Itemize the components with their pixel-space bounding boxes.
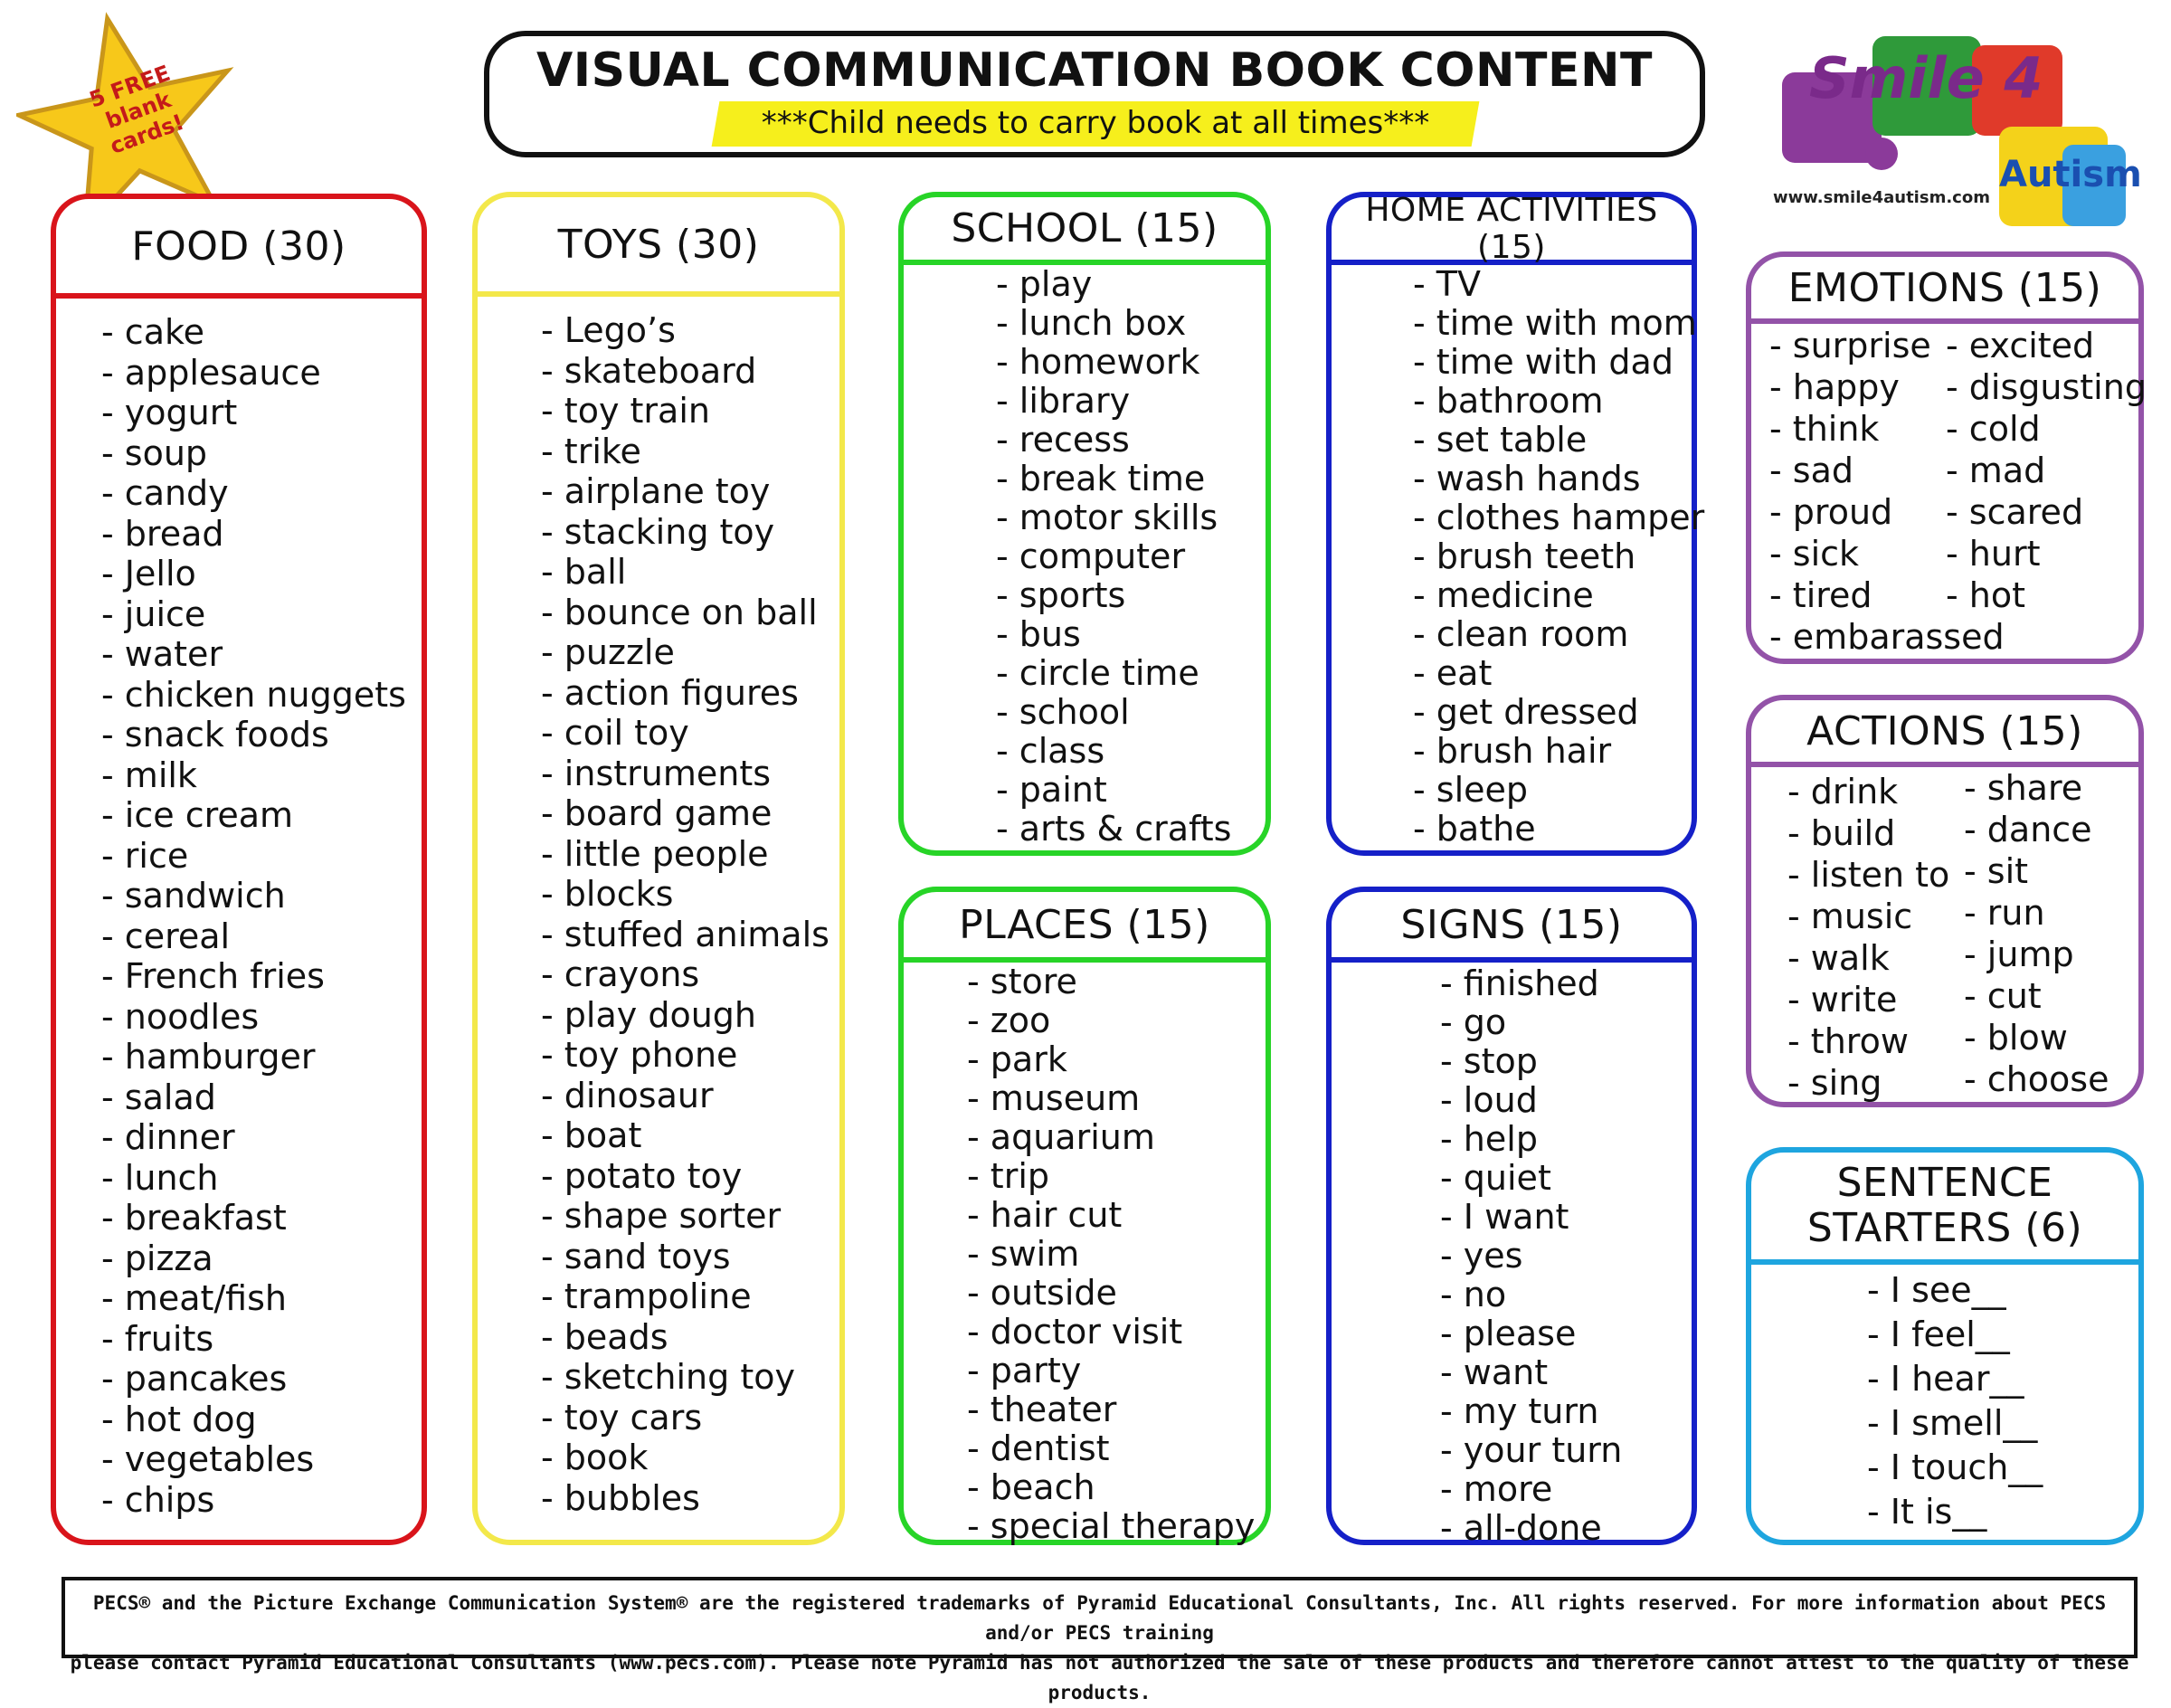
food-item: - French fries xyxy=(101,956,406,997)
sentence-starter-item: - I feel__ xyxy=(1867,1313,2043,1357)
food-item: - vegetables xyxy=(101,1439,406,1480)
toy-item: - trike xyxy=(541,432,830,472)
place-item: - special therapy xyxy=(967,1507,1255,1546)
emotion-item: - surprise xyxy=(1769,325,2005,366)
sentence-title-line2: STARTERS (6) xyxy=(1806,1205,2083,1251)
sign-item: - want xyxy=(1440,1353,1622,1392)
places-list xyxy=(967,963,1255,1546)
place-item: - trip xyxy=(967,1157,1255,1196)
emotion-item: - cold xyxy=(1946,408,2147,450)
actions-panel xyxy=(1746,695,2144,1107)
place-item: - zoo xyxy=(967,1001,1255,1040)
toy-item: - bubbles xyxy=(541,1478,830,1519)
school-item: - motor skills xyxy=(996,498,1231,537)
sentence-starter-item: - I see__ xyxy=(1867,1268,2043,1313)
school-header xyxy=(904,197,1266,265)
food-item: - snack foods xyxy=(101,715,406,755)
food-item: - cereal xyxy=(101,916,406,957)
trademark-footer xyxy=(62,1577,2138,1703)
toy-item: - airplane toy xyxy=(541,471,830,512)
home-list xyxy=(1413,265,1704,849)
home-activity-item: - medicine xyxy=(1413,576,1704,615)
toy-item: - toy cars xyxy=(541,1398,830,1438)
actions-title: ACTIONS (15) xyxy=(1806,707,2083,754)
emotion-item: - mad xyxy=(1946,450,2147,491)
home-activity-item: - bathroom xyxy=(1413,382,1704,421)
place-item: - theater xyxy=(967,1390,1255,1429)
school-item: - lunch box xyxy=(996,304,1231,343)
place-item: - store xyxy=(967,963,1255,1001)
food-item: - sandwich xyxy=(101,876,406,916)
signs-header xyxy=(1332,892,1692,963)
school-item: - break time xyxy=(996,460,1231,498)
home-header xyxy=(1332,191,1692,266)
sign-item: - I want xyxy=(1440,1198,1622,1237)
emotions-title: EMOTIONS (15) xyxy=(1787,264,2102,311)
logo-url: www.smile4autism.com xyxy=(1773,188,1990,207)
action-item: - walk xyxy=(1787,937,1949,979)
action-item: - listen to xyxy=(1787,854,1949,896)
sign-item: - finished xyxy=(1440,964,1622,1003)
food-item: - pizza xyxy=(101,1238,406,1279)
action-item: - choose xyxy=(1964,1058,2109,1100)
title-box xyxy=(484,31,1705,157)
emotion-item: - hot xyxy=(1946,574,2147,616)
logo xyxy=(1773,18,2153,244)
toys-panel xyxy=(472,192,845,1545)
emotion-item: - excited xyxy=(1946,325,2147,366)
emotion-item: - sick xyxy=(1769,533,2005,574)
food-item: - rice xyxy=(101,836,406,877)
toy-item: - stacking toy xyxy=(541,512,830,553)
emotion-item: - disgusting xyxy=(1946,366,2147,408)
school-item: - computer xyxy=(996,537,1231,576)
logo-autism: Autism xyxy=(1999,154,2142,195)
sign-item: - please xyxy=(1440,1314,1622,1353)
school-item: - sports xyxy=(996,576,1231,615)
actions-list-right xyxy=(1964,767,2109,1100)
food-item: - breakfast xyxy=(101,1198,406,1238)
food-item: - dinner xyxy=(101,1117,406,1158)
food-item: - soup xyxy=(101,433,406,474)
food-panel xyxy=(51,194,427,1545)
place-item: - doctor visit xyxy=(967,1313,1255,1352)
toy-item: - book xyxy=(541,1438,830,1478)
school-item: - class xyxy=(996,732,1231,771)
places-header xyxy=(904,892,1266,963)
emotions-panel xyxy=(1746,251,2147,664)
action-item: - drink xyxy=(1787,771,1949,812)
footer-line-1: PECS® and the Picture Exchange Communication System® are the registered trademarks of Pyramid Educational Consultants, Inc. All rights reserved. For more information about PECS and/or PECS training xyxy=(92,1592,2107,1644)
toy-item: - dinosaur xyxy=(541,1076,830,1116)
toy-item: - sketching toy xyxy=(541,1357,830,1398)
food-item: - fruits xyxy=(101,1319,406,1360)
toy-item: - ball xyxy=(541,552,830,593)
sign-item: - loud xyxy=(1440,1081,1622,1120)
sentence-starter-item: - I hear__ xyxy=(1867,1357,2043,1401)
action-item: - run xyxy=(1964,892,2109,934)
places-panel xyxy=(898,887,1271,1545)
logo-brand: Smile 4 xyxy=(1809,45,2043,111)
home-activity-item: - brush teeth xyxy=(1413,537,1704,576)
sign-item: - your turn xyxy=(1440,1431,1622,1470)
school-item: - arts & crafts xyxy=(996,810,1231,849)
signs-list xyxy=(1440,964,1622,1548)
sign-item: - my turn xyxy=(1440,1392,1622,1431)
home-activity-item: - clothes hamper xyxy=(1413,498,1704,537)
place-item: - aquarium xyxy=(967,1118,1255,1157)
emotion-item: - embarassed xyxy=(1769,616,2005,658)
food-item: - noodles xyxy=(101,997,406,1038)
action-item: - music xyxy=(1787,896,1949,937)
toy-item: - crayons xyxy=(541,954,830,995)
school-item: - library xyxy=(996,382,1231,421)
sentence-starter-item: - I touch__ xyxy=(1867,1446,2043,1490)
sign-item: - no xyxy=(1440,1276,1622,1314)
emotions-list-right xyxy=(1946,325,2147,616)
place-item: - beach xyxy=(967,1468,1255,1507)
sentence-starter-item: - I smell__ xyxy=(1867,1401,2043,1446)
place-item: - dentist xyxy=(967,1429,1255,1468)
signs-title: SIGNS (15) xyxy=(1400,901,1623,948)
toy-item: - instruments xyxy=(541,754,830,794)
home-title: HOME ACTIVITIES (15) xyxy=(1365,191,1658,266)
toy-item: - potato toy xyxy=(541,1156,830,1197)
home-activity-item: - sleep xyxy=(1413,771,1704,810)
toys-list xyxy=(541,310,830,1518)
home-activity-item: - time with dad xyxy=(1413,343,1704,382)
home-activity-item: - bathe xyxy=(1413,810,1704,849)
food-item: - pancakes xyxy=(101,1359,406,1400)
food-list xyxy=(101,312,406,1520)
action-item: - build xyxy=(1787,812,1949,854)
actions-list-left xyxy=(1787,771,1949,1104)
school-item: - recess xyxy=(996,421,1231,460)
school-item: - homework xyxy=(996,343,1231,382)
food-item: - bread xyxy=(101,514,406,555)
home-activity-item: - set table xyxy=(1413,421,1704,460)
toy-item: - play dough xyxy=(541,995,830,1036)
action-item: - jump xyxy=(1964,934,2109,975)
food-item: - Jello xyxy=(101,554,406,594)
toy-item: - puzzle xyxy=(541,632,830,673)
sign-item: - help xyxy=(1440,1120,1622,1159)
food-item: - lunch xyxy=(101,1158,406,1199)
food-item: - salad xyxy=(101,1077,406,1118)
toy-item: - Lego’s xyxy=(541,310,830,351)
school-item: - school xyxy=(996,693,1231,732)
sentence-starter-item: - It is__ xyxy=(1867,1490,2043,1534)
emotion-item: - happy xyxy=(1769,366,2005,408)
school-item: - circle time xyxy=(996,654,1231,693)
emotion-item: - think xyxy=(1769,408,2005,450)
badge-text: 5 FREE blank cards! xyxy=(86,60,188,159)
sign-item: - all-done xyxy=(1440,1509,1622,1548)
actions-header xyxy=(1751,700,2138,767)
food-item: - water xyxy=(101,634,406,675)
food-title: FOOD (30) xyxy=(131,223,346,270)
toy-item: - shape sorter xyxy=(541,1196,830,1237)
food-item: - meat/fish xyxy=(101,1278,406,1319)
action-item: - dance xyxy=(1964,809,2109,850)
food-item: - hamburger xyxy=(101,1037,406,1077)
food-item: - chips xyxy=(101,1480,406,1521)
action-item: - cut xyxy=(1964,975,2109,1017)
places-title: PLACES (15) xyxy=(959,901,1210,948)
sign-item: - yes xyxy=(1440,1237,1622,1276)
school-item: - play xyxy=(996,265,1231,304)
food-item: - chicken nuggets xyxy=(101,675,406,716)
school-panel xyxy=(898,192,1271,856)
action-item: - sit xyxy=(1964,850,2109,892)
action-item: - share xyxy=(1964,767,2109,809)
place-item: - park xyxy=(967,1040,1255,1079)
emotion-item: - proud xyxy=(1769,491,2005,533)
home-activity-item: - time with mom xyxy=(1413,304,1704,343)
emotion-item: - hurt xyxy=(1946,533,2147,574)
toy-item: - sand toys xyxy=(541,1237,830,1277)
toy-item: - skateboard xyxy=(541,351,830,392)
signs-panel xyxy=(1326,887,1697,1548)
action-item: - blow xyxy=(1964,1017,2109,1058)
food-item: - yogurt xyxy=(101,393,406,433)
action-item: - sing xyxy=(1787,1062,1949,1104)
toy-item: - bounce on ball xyxy=(541,593,830,633)
food-item: - ice cream xyxy=(101,795,406,836)
school-list xyxy=(996,265,1231,849)
toy-item: - stuffed animals xyxy=(541,915,830,955)
emotion-item: - tired xyxy=(1769,574,2005,616)
emotion-item: - scared xyxy=(1946,491,2147,533)
food-item: - cake xyxy=(101,312,406,353)
toy-item: - blocks xyxy=(541,874,830,915)
place-item: - swim xyxy=(967,1235,1255,1274)
home-activity-item: - TV xyxy=(1413,265,1704,304)
toys-title: TOYS (30) xyxy=(557,221,760,268)
action-item: - write xyxy=(1787,979,1949,1020)
home-activities-panel xyxy=(1326,191,1705,856)
sign-item: - go xyxy=(1440,1003,1622,1042)
action-item: - throw xyxy=(1787,1020,1949,1062)
sign-item: - more xyxy=(1440,1470,1622,1509)
toy-item: - boat xyxy=(541,1115,830,1156)
sentence-header xyxy=(1751,1153,2138,1265)
home-activity-item: - clean room xyxy=(1413,615,1704,654)
sentence-list xyxy=(1867,1268,2043,1534)
place-item: - party xyxy=(967,1352,1255,1390)
school-item: - paint xyxy=(996,771,1231,810)
toy-item: - toy train xyxy=(541,391,830,432)
toy-item: - little people xyxy=(541,834,830,875)
school-title: SCHOOL (15) xyxy=(951,205,1218,251)
toys-header xyxy=(478,197,839,297)
school-item: - bus xyxy=(996,615,1231,654)
home-activity-item: - get dressed xyxy=(1413,693,1704,732)
toy-item: - toy phone xyxy=(541,1035,830,1076)
footer-line-2: please contact Pyramid Educational Consultants (www.pecs.com). Please note Pyramid has not authorized the sale of these products and therefore cannot attest to the quality of these products. xyxy=(70,1652,2129,1703)
home-activity-item: - brush hair xyxy=(1413,732,1704,771)
home-activity-item: - eat xyxy=(1413,654,1704,693)
food-item: - juice xyxy=(101,594,406,635)
emotion-item: - sad xyxy=(1769,450,2005,491)
toy-item: - coil toy xyxy=(541,713,830,754)
page-title: VISUAL COMMUNICATION BOOK CONTENT xyxy=(536,43,1653,98)
food-header xyxy=(56,199,422,299)
food-item: - milk xyxy=(101,755,406,796)
toy-item: - trampoline xyxy=(541,1276,830,1317)
page-subtitle: ***Child needs to carry book at all times*** xyxy=(761,105,1430,141)
food-item: - candy xyxy=(101,473,406,514)
food-item: - applesauce xyxy=(101,353,406,394)
place-item: - museum xyxy=(967,1079,1255,1118)
sentence-title-line1: SENTENCE xyxy=(1836,1160,2053,1206)
place-item: - hair cut xyxy=(967,1196,1255,1235)
toy-item: - beads xyxy=(541,1317,830,1358)
emotions-header xyxy=(1751,257,2138,324)
toy-item: - board game xyxy=(541,793,830,834)
sign-item: - quiet xyxy=(1440,1159,1622,1198)
place-item: - outside xyxy=(967,1274,1255,1313)
food-item: - hot dog xyxy=(101,1400,406,1440)
sign-item: - stop xyxy=(1440,1042,1622,1081)
sentence-starters-panel xyxy=(1746,1147,2144,1545)
toy-item: - action figures xyxy=(541,673,830,714)
home-activity-item: - wash hands xyxy=(1413,460,1704,498)
